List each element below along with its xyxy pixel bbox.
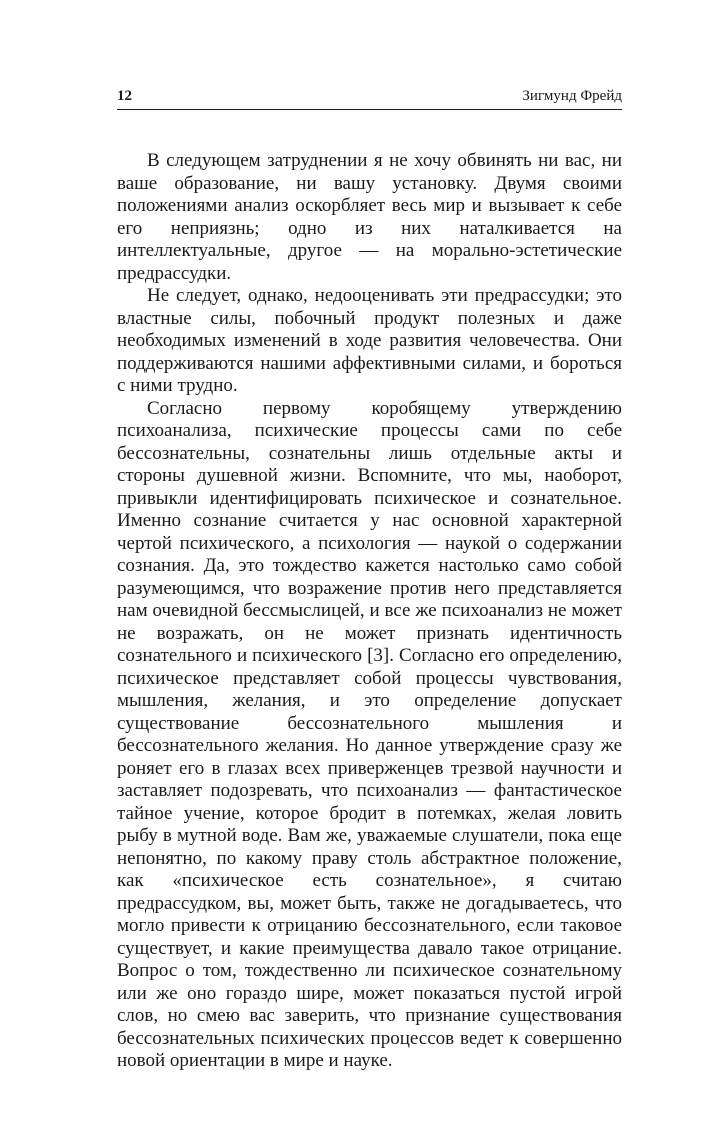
header-rule <box>117 109 622 110</box>
page-header <box>117 86 622 106</box>
body-text <box>117 150 622 1073</box>
paragraph: Согласно первому коробящему утверждению психоанализа, психические процессы сами по себе бессознательны, сознательны лишь отдельные акты и стороны душевной жизни. Вспомните, что мы, наоборот, привыкли идентифицировать психическое и сознательное. Именно сознание считается у нас основной характерной чертой психического, а психология — наукой о содержании сознания. Да, это тождество кажется настолько само собой разумеющимся, что возражение против него представляется нам очевидной бессмыслицей, и все же психоанализ не может не возражать, он не может признать идентичность сознательного и психического [3]. Согласно его определению, психическое представляет собой процессы чувствования, мышления, желания, и это определение допускает существование бессознательного мышления и бессознательного желания. Но данное утверждение сразу же роняет его в глазах всех приверженцев трезвой научности и заставляет подозревать, что психоанализ — фантастическое тайное учение, которое бродит в потемках, желая ловить рыбу в мутной воде. Вам же, уважаемые слушатели, пока еще непонятно, по какому праву столь абстрактное положение, как «психическое есть сознательное», я считаю предрассудком, вы, может быть, также не догадываетесь, что могло привести к отрицанию бессознательного, если таковое существует, и какие преимущества давало такое отрицание. Вопрос о том, тождественно ли психическое сознательному или же оно гораздо шире, может показаться пустой игрой слов, но смею вас заверить, что признание существования бессознательных психических процессов ведет к совершенно новой ориентации в мире и науке. <box>117 397 622 1071</box>
paragraph: В следующем затруднении я не хочу обвинять ни вас, ни ваше образование, ни вашу установку. Двумя своими положениями анализ оскорбляет весь мир и вызывает к себе его неприязнь; одно из них наталкивается на интеллектуальные, другое — на морально-эстетические предрассудки. <box>117 150 622 284</box>
paragraph: Не следует, однако, недооценивать эти предрассудки; это властные силы, побочный продукт полезных и даже необходимых изменений в ходе развития человечества. Они поддерживаются нашими аффективными силами, и бороться с ними трудно. <box>117 285 622 396</box>
page-number: 12 <box>117 88 132 104</box>
running-head-author: Зигмунд Фрейд <box>522 88 622 104</box>
